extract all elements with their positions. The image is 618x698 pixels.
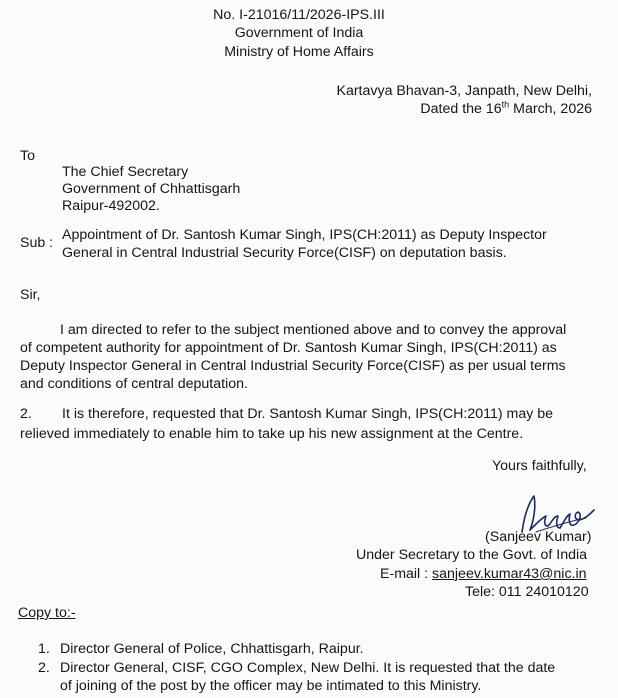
signatory-email-row (380, 565, 587, 583)
copy-item-1-text: Director General of Police, Chhattisgarh, Raipur. (60, 641, 364, 657)
para1-line-4: and conditions of central deputation. (20, 376, 248, 392)
closing: Yours faithfully, (492, 458, 587, 474)
email-label: E-mail : (380, 566, 433, 582)
para1-line-3: Deputy Inspector General in Central Industrial Security Force(CISF) as per usual terms (20, 358, 566, 374)
subject-line-2: General in Central Industrial Security Force(CISF) on deputation basis. (62, 245, 507, 261)
copy-item-2-line-1: Director General, CISF, CGO Complex, New Delhi. It is requested that the date (60, 660, 556, 676)
recipient-office: Government of Chhattisgarh (62, 181, 241, 197)
recipient-title: The Chief Secretary (62, 164, 189, 180)
office-address: Kartavya Bhavan-3, Janpath, New Delhi, (336, 83, 592, 99)
copy-item-2-line-2: of joining of the post by the officer may be intimated to this Ministry. (60, 678, 482, 694)
para2-number: 2. (20, 406, 32, 422)
to-label: To (20, 148, 35, 164)
file-number: No. I-21016/11/2026-IPS.III (213, 7, 385, 23)
subject-label: Sub : (20, 235, 54, 251)
letter-date: Dated the 16th March, 2026 (420, 99, 592, 117)
para1-line-2: of competent authority for appointment of Dr. Santosh Kumar Singh, IPS(CH:2011) as (20, 340, 557, 356)
email-link[interactable]: sanjeev.kumar43@nic.in (432, 566, 587, 582)
government-name: Government of India (234, 25, 364, 41)
para2-line-1: It is therefore, requested that Dr. Santosh Kumar Singh, IPS(CH:2011) may be (62, 406, 554, 422)
para1-line-1: I am directed to refer to the subject mentioned above and to convey the approval (60, 322, 567, 338)
signatory-designation: Under Secretary to the Govt. of India (356, 547, 588, 563)
copy-item-1-number: 1. (38, 641, 50, 657)
signatory-name: (Sanjeev Kumar) (485, 529, 592, 545)
salutation: Sir, (20, 287, 41, 303)
subject-line-1: Appointment of Dr. Santosh Kumar Singh, IPS(CH:2011) as Deputy Inspector (62, 227, 547, 243)
copy-to-heading: Copy to:- (18, 605, 76, 621)
copy-item-2-number: 2. (38, 660, 50, 676)
ministry-name: Ministry of Home Affairs (224, 44, 374, 60)
signatory-telephone: Tele: 011 24010120 (465, 584, 589, 600)
recipient-address: Raipur-492002. (62, 198, 160, 214)
para2-line-2: relieved immediately to enable him to take up his new assignment at the Centre. (20, 426, 524, 442)
